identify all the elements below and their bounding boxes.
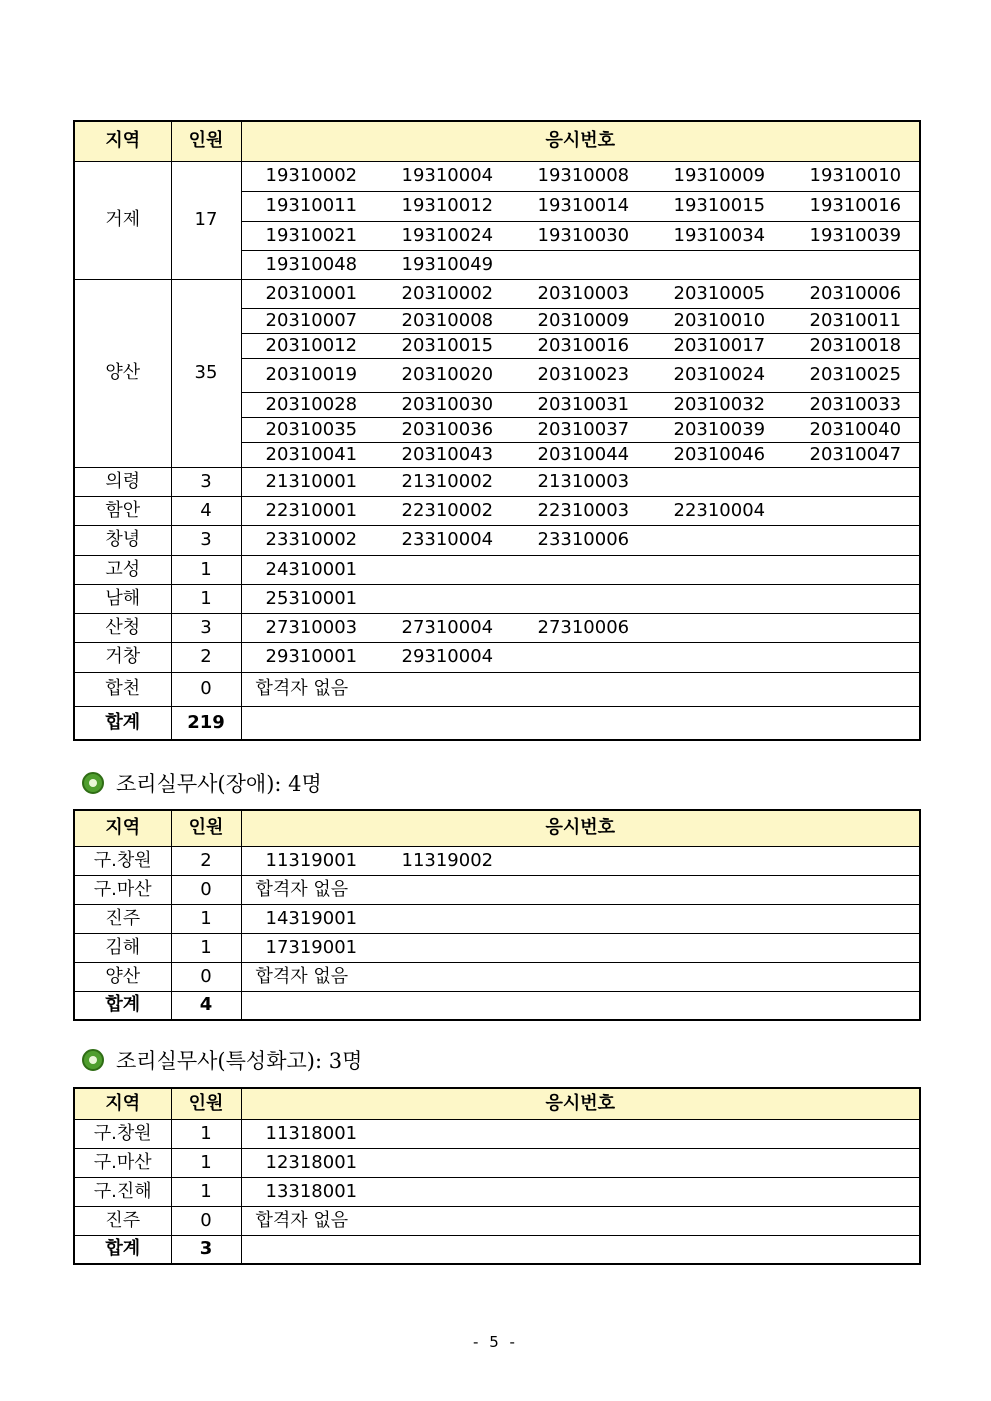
header-row: [74, 810, 920, 846]
exam-number: 20310019: [265, 364, 358, 385]
id-list-cell: [241, 642, 920, 672]
region-cell: 양산: [74, 962, 171, 991]
region-cell: 구.진해: [74, 1177, 171, 1206]
region-cell: 의령: [74, 467, 171, 496]
count-cell: 0: [171, 1206, 241, 1235]
exam-number: 20310035: [265, 418, 358, 440]
exam-number: 20310025: [809, 364, 902, 385]
count-cell: 3: [171, 467, 241, 496]
region-cell: 구.창원: [74, 846, 171, 875]
exam-number: 22310003: [537, 499, 630, 521]
region-cell: 양산: [74, 279, 171, 467]
region-cell: 구.창원: [74, 1119, 171, 1148]
exam-number: 20310010: [673, 309, 766, 331]
exam-number: 19310048: [265, 253, 358, 275]
table-row: [74, 642, 920, 672]
id-list-cell: [241, 584, 920, 613]
exam-number: 19310011: [265, 195, 358, 216]
count-cell: 1: [171, 933, 241, 962]
header-region: 지역: [74, 810, 171, 846]
count-cell: 17: [171, 161, 241, 279]
results-table-general: [73, 120, 921, 741]
id-list-cell: [241, 417, 920, 442]
total-empty: [241, 991, 920, 1020]
exam-number: 19310012: [401, 195, 494, 216]
exam-number: 11319001: [265, 849, 358, 871]
no-passers-cell: 합격자 없음: [241, 962, 920, 991]
table-row: [74, 962, 920, 991]
region-cell: 거창: [74, 642, 171, 672]
exam-number: 11319002: [401, 849, 494, 871]
region-cell: 구.마산: [74, 875, 171, 904]
id-list-cell: [241, 392, 920, 417]
table-row: [74, 1148, 920, 1177]
exam-number: 19310004: [401, 165, 494, 186]
exam-number: 24310001: [265, 558, 358, 580]
exam-number: 19310015: [673, 195, 766, 216]
table-row: [74, 875, 920, 904]
total-row: [74, 991, 920, 1020]
no-passers-cell: 합격자 없음: [241, 1206, 920, 1235]
region-cell: 창녕: [74, 525, 171, 555]
exam-number: 21310001: [265, 470, 358, 492]
count-cell: 2: [171, 642, 241, 672]
header-row: [74, 1088, 920, 1119]
no-passers-cell: 합격자 없음: [241, 672, 920, 706]
bullet-icon: [82, 772, 104, 794]
table-row: [74, 496, 920, 525]
exam-number: 20310044: [537, 443, 630, 465]
table-row: [74, 1206, 920, 1235]
count-cell: 35: [171, 279, 241, 467]
bullet-icon: [82, 1049, 104, 1071]
exam-number: 14319001: [265, 907, 358, 929]
region-cell: 거제: [74, 161, 171, 279]
id-list-cell: [241, 250, 920, 279]
exam-number: 20310041: [265, 443, 358, 465]
exam-number: 20310017: [673, 334, 766, 356]
exam-number: 20310020: [401, 364, 494, 385]
exam-number: 20310036: [401, 418, 494, 440]
exam-number: 27310004: [401, 616, 494, 638]
exam-number: 20310040: [809, 418, 902, 440]
exam-number: 22310001: [265, 499, 358, 521]
table-row: [74, 933, 920, 962]
exam-number: 27310006: [537, 616, 630, 638]
region-cell: 진주: [74, 904, 171, 933]
exam-number: 20310031: [537, 393, 630, 415]
table-row: [74, 279, 920, 308]
exam-number: 20310006: [809, 282, 902, 304]
table-row: [74, 613, 920, 642]
exam-number: 20310046: [673, 443, 766, 465]
exam-number: 29310004: [401, 646, 494, 667]
id-list-cell: [241, 1148, 920, 1177]
table-row: [74, 467, 920, 496]
header-count: 인원: [171, 810, 241, 846]
region-cell: 산청: [74, 613, 171, 642]
id-list-cell: [241, 191, 920, 221]
exam-number: 13318001: [265, 1180, 358, 1202]
table-row: [74, 525, 920, 555]
exam-number: 20310028: [265, 393, 358, 415]
total-count: 4: [171, 991, 241, 1020]
header-region: 지역: [74, 1088, 171, 1119]
total-row: [74, 1235, 920, 1264]
id-list-cell: [241, 613, 920, 642]
exam-number: 19310024: [401, 224, 494, 246]
exam-number: 19310030: [537, 224, 630, 246]
header-count: 인원: [171, 1088, 241, 1119]
results-table-vocational: [73, 1087, 921, 1265]
total-count: 3: [171, 1235, 241, 1264]
id-list-cell: [241, 308, 920, 333]
table-row: [74, 846, 920, 875]
exam-number: 20310011: [809, 309, 902, 331]
count-cell: 1: [171, 1148, 241, 1177]
id-list-cell: [241, 1119, 920, 1148]
id-list-cell: [241, 904, 920, 933]
exam-number: 20310001: [265, 282, 358, 304]
exam-number: 20310015: [401, 334, 494, 356]
header-row: [74, 121, 920, 161]
id-list-cell: [241, 933, 920, 962]
exam-number: 20310033: [809, 393, 902, 415]
count-cell: 4: [171, 496, 241, 525]
table-row: [74, 1119, 920, 1148]
exam-number: 19310002: [265, 165, 358, 186]
exam-number: 20310032: [673, 393, 766, 415]
region-cell: 김해: [74, 933, 171, 962]
exam-number: 19310014: [537, 195, 630, 216]
total-empty: [241, 1235, 920, 1264]
total-label: 합계: [74, 706, 171, 740]
exam-number: 19310010: [809, 165, 902, 186]
exam-number: 20310008: [401, 309, 494, 331]
region-cell: 합천: [74, 672, 171, 706]
exam-number: 19310016: [809, 195, 902, 216]
exam-number: 23310002: [265, 529, 358, 550]
id-list-cell: [241, 525, 920, 555]
exam-number: 19310039: [809, 224, 902, 246]
exam-number: 19310009: [673, 165, 766, 186]
exam-number: 20310007: [265, 309, 358, 331]
region-cell: 구.마산: [74, 1148, 171, 1177]
exam-number: 19310008: [537, 165, 630, 186]
count-cell: 3: [171, 613, 241, 642]
exam-number: 20310047: [809, 443, 902, 465]
exam-number: 17319001: [265, 936, 358, 958]
id-list-cell: [241, 358, 920, 392]
id-list-cell: [241, 467, 920, 496]
exam-number: 11318001: [265, 1122, 358, 1144]
id-list-cell: [241, 442, 920, 467]
count-cell: 1: [171, 584, 241, 613]
count-cell: 0: [171, 962, 241, 991]
id-list-cell: [241, 161, 920, 191]
exam-number: 20310016: [537, 334, 630, 356]
count-cell: 2: [171, 846, 241, 875]
exam-number: 20310018: [809, 334, 902, 356]
count-cell: 1: [171, 1119, 241, 1148]
exam-number: 20310024: [673, 364, 766, 385]
header-region: 지역: [74, 121, 171, 161]
exam-number: 20310043: [401, 443, 494, 465]
region-cell: 진주: [74, 1206, 171, 1235]
total-row: [74, 706, 920, 740]
total-label: 합계: [74, 991, 171, 1020]
exam-number: 20310003: [537, 282, 630, 304]
exam-number: 22310004: [673, 499, 766, 521]
exam-number: 27310003: [265, 616, 358, 638]
exam-number: 20310037: [537, 418, 630, 440]
exam-number: 12318001: [265, 1151, 358, 1173]
header-ids: 응시번호: [241, 810, 920, 846]
exam-number: 25310001: [265, 587, 358, 609]
id-list-cell: [241, 496, 920, 525]
exam-number: 19310021: [265, 224, 358, 246]
id-list-cell: [241, 846, 920, 875]
table-row: [74, 555, 920, 584]
header-ids: 응시번호: [241, 121, 920, 161]
exam-number: 21310002: [401, 470, 494, 492]
region-cell: 함안: [74, 496, 171, 525]
section-title-vocational: [82, 1044, 362, 1076]
count-cell: 0: [171, 875, 241, 904]
id-list-cell: [241, 333, 920, 358]
exam-number: 21310003: [537, 470, 630, 492]
count-cell: 1: [171, 904, 241, 933]
count-cell: 0: [171, 672, 241, 706]
total-label: 합계: [74, 1235, 171, 1264]
header-count: 인원: [171, 121, 241, 161]
no-passers-cell: 합격자 없음: [241, 875, 920, 904]
exam-number: 20310009: [537, 309, 630, 331]
id-list-cell: [241, 555, 920, 584]
id-list-cell: [241, 221, 920, 250]
total-count: 219: [171, 706, 241, 740]
exam-number: 20310023: [537, 364, 630, 385]
exam-number: 23310006: [537, 529, 630, 550]
exam-number: 19310049: [401, 253, 494, 275]
exam-number: 20310039: [673, 418, 766, 440]
exam-number: 20310002: [401, 282, 494, 304]
header-ids: 응시번호: [241, 1088, 920, 1119]
region-cell: 고성: [74, 555, 171, 584]
table-row: [74, 1177, 920, 1206]
count-cell: 1: [171, 555, 241, 584]
exam-number: 19310034: [673, 224, 766, 246]
results-table-disability: [73, 809, 921, 1021]
count-cell: 1: [171, 1177, 241, 1206]
page-number: - 5 -: [473, 1333, 518, 1351]
total-empty: [241, 706, 920, 740]
count-cell: 3: [171, 525, 241, 555]
table-row: [74, 584, 920, 613]
section-title-text: 조리실무사(장애): 4명: [116, 772, 322, 796]
id-list-cell: [241, 279, 920, 308]
exam-number: 20310030: [401, 393, 494, 415]
exam-number: 20310005: [673, 282, 766, 304]
section-title-text: 조리실무사(특성화고): 3명: [116, 1049, 363, 1073]
exam-number: 20310012: [265, 334, 358, 356]
exam-number: 23310004: [401, 529, 494, 550]
id-list-cell: [241, 1177, 920, 1206]
section-title-disability: [82, 767, 322, 799]
table-row: [74, 904, 920, 933]
exam-number: 29310001: [265, 646, 358, 667]
exam-number: 22310002: [401, 499, 494, 521]
table-row: [74, 161, 920, 191]
region-cell: 남해: [74, 584, 171, 613]
table-row: [74, 672, 920, 706]
